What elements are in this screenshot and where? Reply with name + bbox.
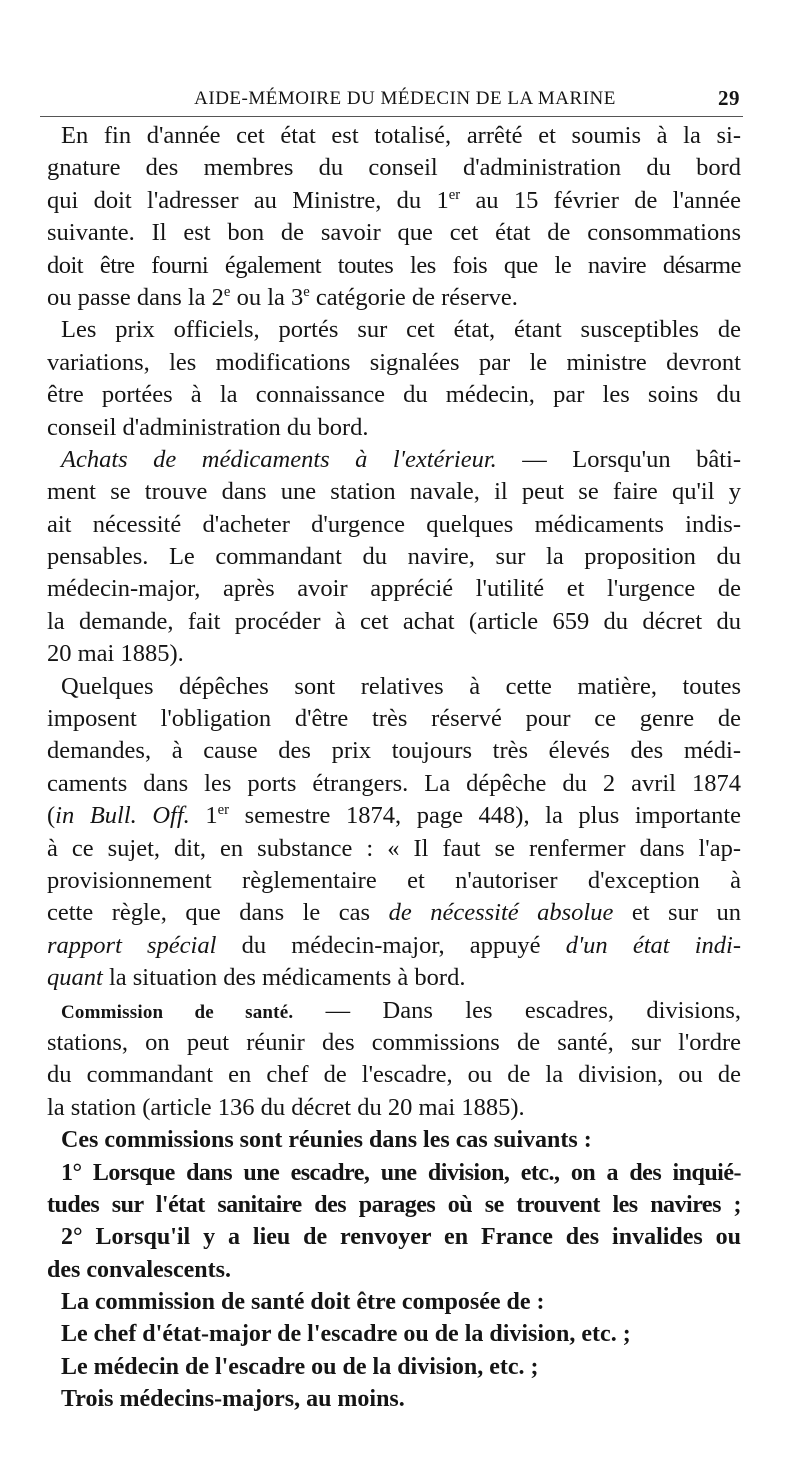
text-line: 20 mai 1885).: [47, 640, 184, 668]
text-line: ait nécessité d'acheter d'urgence quelques médicaments indis-: [47, 510, 741, 538]
text-line: ment se trouve dans une station navale, il peut se faire qu'il y: [47, 478, 741, 506]
text-line: doit être fourni également toutes les fois que le navire désarme: [47, 251, 741, 279]
text-line: rapport spécial du médecin-major, appuyé d'un état indi-: [47, 931, 741, 959]
running-title: AIDE-MÉMOIRE DU MÉDECIN DE LA MARINE: [194, 88, 616, 109]
text-line: pensables. Le commandant du navire, sur la proposition du: [47, 543, 741, 571]
text-line: du commandant en chef de l'escadre, ou de la division, ou de: [47, 1061, 741, 1089]
text-line: (in Bull. Off. 1er semestre 1874, page 448), la plus importante: [47, 802, 742, 830]
page-header: [40, 84, 740, 118]
list-item: des convalescents.: [47, 1256, 231, 1283]
page-number: 29: [718, 86, 740, 110]
text-line: imposent l'obligation d'être très réservé pour ce genre de: [47, 705, 741, 733]
text-line: suivante. Il est bon de savoir que cet état de consommations: [47, 219, 741, 247]
text-line: provisionnement règlementaire et n'autoriser d'exception à: [47, 866, 741, 894]
section-heading-line: Achats de médicaments à l'extérieur. — Lorsqu'un bâti-: [61, 445, 741, 473]
section-heading-line: Commission de santé. — Dans les escadres, divisions,: [61, 996, 741, 1024]
text-line: qui doit l'adresser au Ministre, du 1er au 15 février de l'année: [47, 186, 741, 214]
text-line: être portées à la connaissance du médecin, par les soins du: [47, 381, 741, 409]
text-line: conseil d'administration du bord.: [47, 413, 369, 441]
list-item: 1° Lorsque dans une escadre, une division, etc., on a des inquié-: [61, 1159, 741, 1186]
text-line: stations, on peut réunir des commissions de santé, sur l'ordre: [47, 1028, 741, 1056]
text-line: à ce sujet, dit, en substance : « Il faut se renfermer dans l'ap-: [47, 834, 741, 862]
text-line: gnature des membres du conseil d'administration du bord: [47, 154, 741, 182]
list-item: 2° Lorsqu'il y a lieu de renvoyer en France des invalides ou: [61, 1224, 741, 1251]
header-rule: [40, 116, 743, 117]
list-item: Le médecin de l'escadre ou de la division, etc. ;: [61, 1353, 539, 1380]
list-item: Trois médecins-majors, au moins.: [61, 1386, 405, 1413]
text-line: la demande, fait procéder à cet achat (article 659 du décret du: [47, 607, 741, 635]
text-line: la station (article 136 du décret du 20 mai 1885).: [47, 1093, 525, 1121]
text-line: La commission de santé doit être composée de :: [61, 1289, 545, 1316]
text-line: variations, les modifications signalées par le ministre devront: [47, 348, 741, 376]
text-line: médecin-major, après avoir apprécié l'utilité et l'urgence de: [47, 575, 741, 603]
text-line: ou passe dans la 2e ou la 3e catégorie de réserve.: [47, 283, 518, 311]
text-line: Les prix officiels, portés sur cet état, étant susceptibles de: [61, 316, 741, 344]
text-line: demandes, à cause des prix toujours très élevés des médi-: [47, 737, 741, 765]
list-item: tudes sur l'état sanitaire des parages où se trouvent les navires ;: [47, 1191, 741, 1218]
page-body: [47, 120, 741, 1416]
text-line: Quelques dépêches sont relatives à cette matière, toutes: [61, 672, 741, 700]
text-line: En fin d'année cet état est totalisé, arrêté et soumis à la si-: [61, 122, 741, 149]
section-heading: Achats de médicaments à l'extérieur.: [61, 445, 497, 473]
list-item: Le chef d'état-major de l'escadre ou de la division, etc. ;: [61, 1321, 631, 1348]
text-line: quant la situation des médicaments à bord.: [47, 964, 466, 992]
text-line: Ces commissions sont réunies dans les cas suivants :: [61, 1127, 592, 1154]
text-line: caments dans les ports étrangers. La dépêche du 2 avril 1874: [47, 769, 741, 797]
text-line: cette règle, que dans le cas de nécessité absolue et sur un: [47, 899, 742, 927]
section-heading: Commission de santé.: [61, 1001, 294, 1023]
